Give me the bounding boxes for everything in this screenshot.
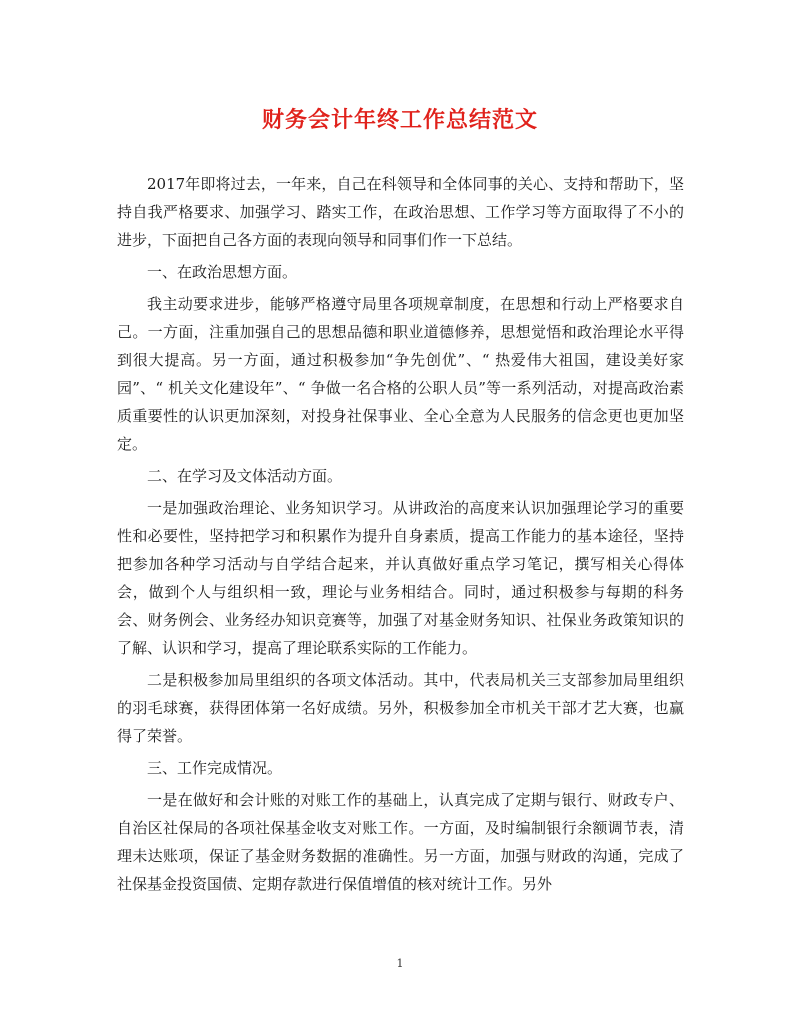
section-heading-work: 三、工作完成情况。 (147, 759, 283, 777)
section-heading-study: 二、在学习及文体活动方面。 (147, 467, 343, 485)
paragraph-study-activities: 二是积极参加局里组织的各项文体活动。其中，代表局机关三支部参加局里组织的羽毛球赛，获得团体第一名好成绩。另外，积极参加全市机关干部才艺大赛，也赢得了荣誉。 (117, 671, 684, 745)
paragraph-study-theory: 一是加强政治理论、业务知识学习。从讲政治的高度来认识加强理论学习的重要性和必要性，坚持把学习和积累作为提升自身素质，提高工作能力的基本途径，坚持把参加各种学习活动与自学结合起来，并认真做好重点学习笔记，撰写相关心得体会，做到个人与组织相一致，理论与业务相结合。同时，通过积极参与每期的科务会、财务例会、业务经办知识竞赛等，加强了对基金财务知识、社保业务政策知识的了解、认识和学习，提高了理论联系实际的工作能力。 (117, 499, 684, 657)
page-number: 1 (396, 957, 404, 970)
section-heading-politics: 一、在政治思想方面。 (147, 263, 298, 281)
paragraph-politics: 我主动要求进步，能够严格遵守局里各项规章制度，在思想和行动上严格要求自己。一方面，注重加强自己的思想品德和职业道德修养，思想觉悟和政治理论水平得到很大提高。另一方面，通过积极参加“争先创优”、“ 热爱伟大祖国，建设美好家园”、“ 机关文化建设年”、“ 争做一名合格的公职人员”等一系列活动，对提高政治素质重要性的认识更加深刻，对投身社保事业、全心全意为人民服务的信念更也更加坚定。 (117, 295, 684, 453)
paragraph-work-reconciliation: 一是在做好和会计账的对账工作的基础上，认真完成了定期与银行、财政专户、自治区社保局的各项社保基金收支对账工作。一方面，及时编制银行余额调节表，清理未达账项，保证了基金财务数据的准确性。另一方面，加强与财政的沟通，完成了社保基金投资国债、定期存款进行保值增值的核对统计工作。另外 (117, 791, 684, 893)
document-title: 财务会计年终工作总结范文 (261, 107, 538, 133)
paragraph-intro: 2017年即将过去，一年来，自己在科领导和全体同事的关心、支持和帮助下，坚持自我严格要求、加强学习、踏实工作，在政治思想、工作学习等方面取得了不小的进步，下面把自己各方面的表现向领导和同事们作一下总结。 (117, 175, 684, 249)
document-body (117, 170, 684, 902)
